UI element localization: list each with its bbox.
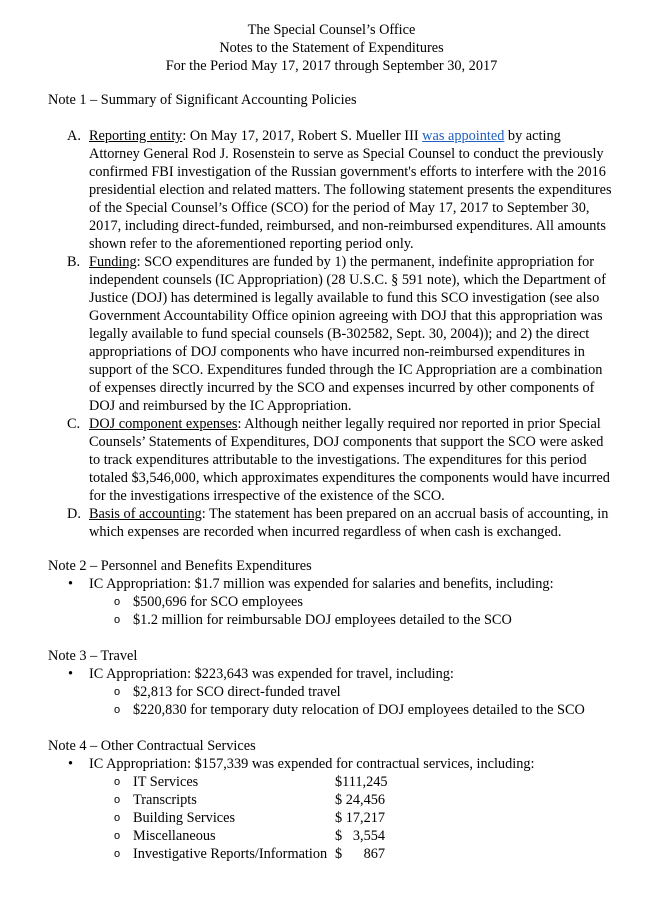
item-letter: C. xyxy=(67,416,81,432)
item-label: Basis of accounting xyxy=(89,506,202,522)
sub-item xyxy=(48,701,628,719)
expense-row xyxy=(48,773,628,791)
bullet-text: IC Appropriation: $223,643 was expended for travel, including: xyxy=(89,666,454,682)
item-letter: D. xyxy=(67,506,81,522)
item-letter: A. xyxy=(67,128,81,144)
expense-name: IT Services xyxy=(133,774,199,790)
item-text: : On May 17, 2017, Robert S. Mueller III xyxy=(182,128,423,144)
item-text: : Although neither legally required nor reported in prior Special Counsels’ Statements of Expenditures, DOJ components that support the SCO were asked to track expenditures attributable to the investigations. The expenditures for this period totaled $3,546,000, which approximates expenditures the components would have incurred for the investigations irrespective of the existence of the SCO. xyxy=(89,416,610,504)
item-label: DOJ component expenses xyxy=(89,416,238,432)
sub-text: $220,830 for temporary duty relocation of DOJ employees detailed to the SCO xyxy=(133,702,585,718)
note-2 xyxy=(48,557,628,629)
policy-item-b xyxy=(48,253,613,415)
note-3 xyxy=(48,647,628,719)
policy-item-d xyxy=(48,505,613,541)
note-1 xyxy=(48,91,628,541)
item-label: Reporting entity xyxy=(89,128,183,144)
bullet-text: IC Appropriation: $1.7 million was expended for salaries and benefits, including: xyxy=(89,576,554,592)
expense-row xyxy=(48,791,628,809)
sub-text: $500,696 for SCO employees xyxy=(133,594,303,610)
item-letter: B. xyxy=(67,254,81,270)
sub-text: $2,813 for SCO direct-funded travel xyxy=(133,684,341,700)
note-heading: Note 3 – Travel xyxy=(48,648,138,664)
circle-bullet-icon: o xyxy=(114,830,121,842)
circle-bullet-icon: o xyxy=(114,812,121,824)
expense-row xyxy=(48,809,628,827)
circle-bullet-icon: o xyxy=(114,776,121,788)
note-4 xyxy=(48,737,628,863)
circle-bullet-icon: o xyxy=(114,704,121,716)
bullet-icon: • xyxy=(68,666,74,682)
item-text: by acting Attorney General Rod J. Rosenstein to serve as Special Counsel to conduct the previously confirmed FBI investigation of the Russian government's efforts to interfere with the 2016 presidential election and related matters. The following statement presents the expenditures of the Special Counsel’s Office (SCO) for the period of May 17, 2017 to September 30, 2017, including direct-funded, reimbursed, and non-reimbursed expenditures. All amounts shown refer to the aforementioned reporting period only. xyxy=(89,128,612,252)
expense-amount: $ 867 xyxy=(335,846,386,862)
sub-item xyxy=(48,683,628,701)
bullet-text: IC Appropriation: $157,339 was expended for contractual services, including: xyxy=(89,756,535,772)
expense-name: Investigative Reports/Information xyxy=(133,846,328,862)
expense-amount: $ 17,217 xyxy=(335,810,386,826)
header-office: The Special Counsel’s Office xyxy=(247,22,416,38)
item-text: : SCO expenditures are funded by 1) the permanent, indefinite appropriation for independent counsels (IC Appropriation) (28 U.S.C. § 591 note), which the Department of Justice (DOJ) has determined is legally available to fund this SCO investigation (see also Government Accountability Office opinion agreeing with DOJ that this appropriation was legally available to fund special counsels (B-302582, Sept. 30, 2004)); and 2) the direct appropriations of DOJ components who have incurred non-reimbursed expenditures in support of the SCO. Expenditures funded through the IC Appropriation are a combination of expenses directly incurred by the SCO and expenses incurred by other components of DOJ and reimbursed by the IC Appropriation. xyxy=(89,254,606,414)
expense-amount: $ 24,456 xyxy=(335,792,386,808)
note-heading: Note 2 – Personnel and Benefits Expenditures xyxy=(48,558,312,574)
appointment-link[interactable]: was appointed xyxy=(422,128,505,144)
sub-item xyxy=(48,593,628,611)
expense-name: Transcripts xyxy=(133,792,197,808)
expense-amount: $ 3,554 xyxy=(335,828,386,844)
expense-row xyxy=(48,827,628,845)
note-heading: Note 4 – Other Contractual Services xyxy=(48,738,256,754)
circle-bullet-icon: o xyxy=(114,614,121,626)
expense-amount: $111,245 xyxy=(335,774,388,790)
bullet-icon: • xyxy=(68,576,74,592)
policy-item-c xyxy=(48,415,613,505)
bullet-item xyxy=(48,755,628,773)
header-period: For the Period May 17, 2017 through September 30, 2017 xyxy=(165,58,498,74)
bullet-icon: • xyxy=(68,756,74,772)
bullet-item xyxy=(48,575,628,593)
expense-row xyxy=(48,845,628,863)
expense-name: Miscellaneous xyxy=(133,828,216,844)
document-header xyxy=(0,21,663,75)
item-label: Funding xyxy=(89,254,137,270)
item-text: : The statement has been prepared on an accrual basis of accounting, in which expenses are recorded when incurred regardless of when cash is exchanged. xyxy=(89,506,609,540)
header-title: Notes to the Statement of Expenditures xyxy=(219,40,444,56)
note-heading: Note 1 – Summary of Significant Accounting Policies xyxy=(48,92,357,108)
circle-bullet-icon: o xyxy=(114,794,121,806)
policy-item-a xyxy=(48,127,613,253)
sub-item xyxy=(48,611,628,629)
expense-name: Building Services xyxy=(133,810,236,826)
sub-text: $1.2 million for reimbursable DOJ employees detailed to the SCO xyxy=(133,612,512,628)
circle-bullet-icon: o xyxy=(114,686,121,698)
bullet-item xyxy=(48,665,628,683)
circle-bullet-icon: o xyxy=(114,596,121,608)
circle-bullet-icon: o xyxy=(114,848,121,860)
